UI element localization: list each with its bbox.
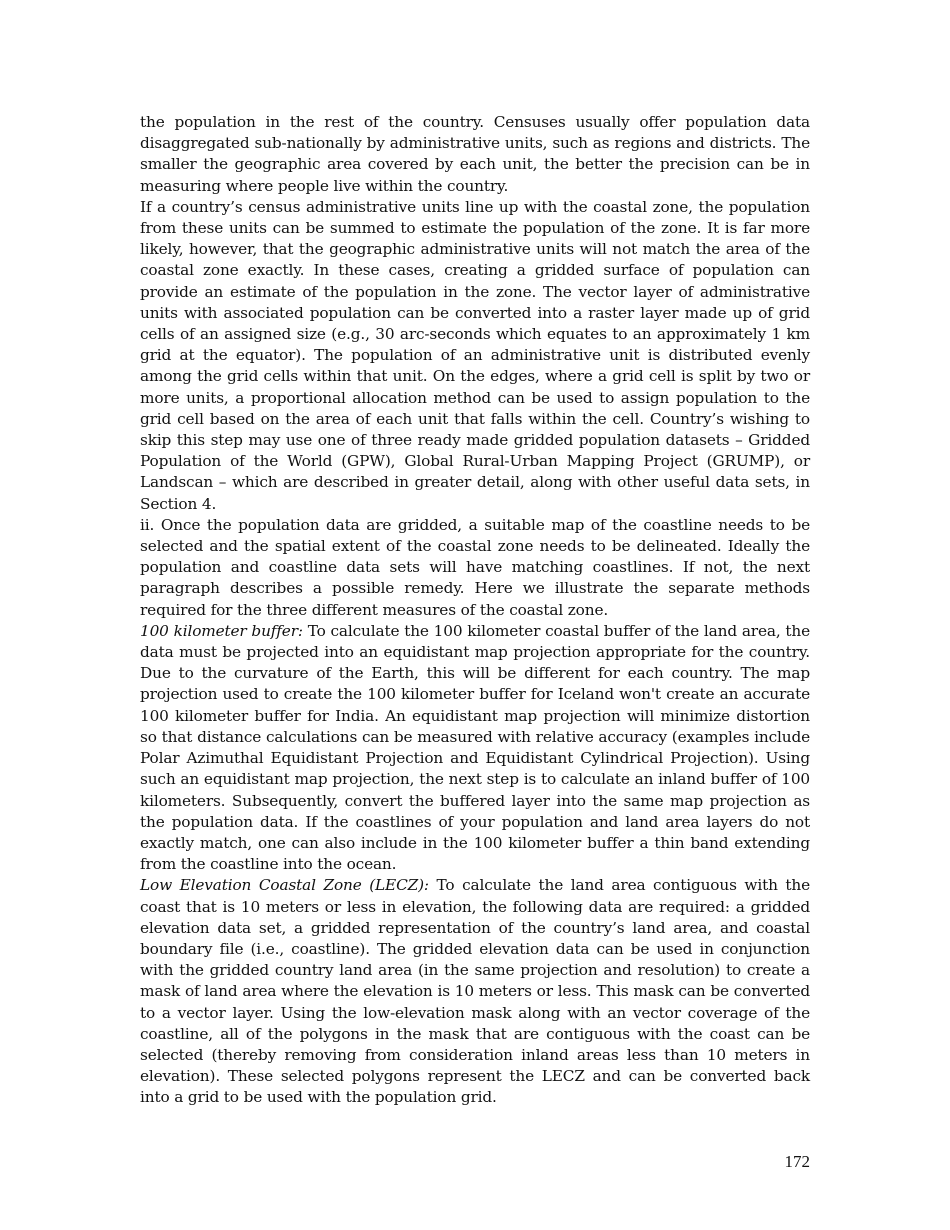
paragraph-coastline-selection: ii. Once the population data are gridded, a suitable map of the coastline needs to be selected and the spatial extent of the coastal zone needs to be delineated. Ideally the population and coastline data sets will have matching coastlines. If not, the next paragraph describes a possible remedy. Here we illustrate the separate methods required for the three different measures of the coastal zone. (140, 515, 810, 619)
paragraph-100km-buffer (140, 621, 810, 875)
paragraph-lead-lecz: Low Elevation Coastal Zone (LECZ): (140, 876, 429, 895)
paragraph-lecz (140, 875, 810, 1108)
paragraph-gridded-population: If a country’s census administrative units line up with the coastal zone, the population from these units can be summed to estimate the population of the zone. It is far more likely, however, that the geographic administrative units will not match the area of the coastal zone exactly. In these cases, creating a gridded surface of population can provide an estimate of the population in the zone. The vector layer of administrative units with associated population can be converted into a raster layer made up of grid cells of an assigned size (e.g., 30 arc-seconds which equates to an approximately 1 km grid at the equator). The population of an administrative unit is distributed evenly among the grid cells within that unit. On the edges, where a grid cell is split by two or more units, a proportional allocation method can be used to assign population to the grid cell based on the area of each unit that falls within the cell. Country’s wishing to skip this step may use one of three ready made gridded population datasets – Gridded Population of the World (GPW), Global Rural-Urban Mapping Project (GRUMP), or Landscan – which are described in greater detail, along with other useful data sets, in Section 4. (140, 197, 810, 513)
paragraph-text-lecz: To calculate the land area contiguous with the coast that is 10 meters or less in elevation, the following data are required: a gridded elevation data set, a gridded representation of the country’s land area, and coastal boundary file (i.e., coastline). The gridded elevation data can be used in conjunction with the gridded country land area (in the same projection and resolution) to create a mask of land area where the elevation is 10 meters or less. This mask can be converted to a vector layer. Using the low-elevation mask along with an vector coverage of the coastline, all of the polygons in the mask that are contiguous with the coast can be selected (thereby removing from consideration inland areas less than 10 meters in elevation). These selected polygons represent the LECZ and can be converted back into a grid to be used with the population grid. (140, 876, 810, 1107)
paragraph-lead-100km: 100 kilometer buffer: (140, 621, 303, 640)
paragraph-census-units: the population in the rest of the country. Censuses usually offer population data disaggregated sub-nationally by administrative units, such as regions and districts. The smaller the geographic area covered by each unit, the better the precision can be in measuring where people live within the country. (140, 113, 810, 195)
paragraph-text-100km: To calculate the 100 kilometer coastal buffer of the land area, the data must be projected into an equidistant map projection appropriate for the country. Due to the curvature of the Earth, this will be different for each country. The map projection used to create the 100 kilometer buffer for Iceland won't create an accurate 100 kilometer buffer for India. An equidistant map projection will minimize distortion so that distance calculations can be measured with relative accuracy (examples include Polar Azimuthal Equidistant Projection and Equidistant Cylindrical Projection). Using such an equidistant map projection, the next step is to calculate an inland buffer of 100 kilometers. Subsequently, convert the buffered layer into the same map projection as the population data. If the coastlines of your population and land area layers do not exactly match, one can also include in the 100 kilometer buffer a thin band extending from the coastline into the ocean. (140, 621, 810, 874)
document-body (140, 112, 810, 1109)
page-number: 172 (784, 1152, 810, 1171)
